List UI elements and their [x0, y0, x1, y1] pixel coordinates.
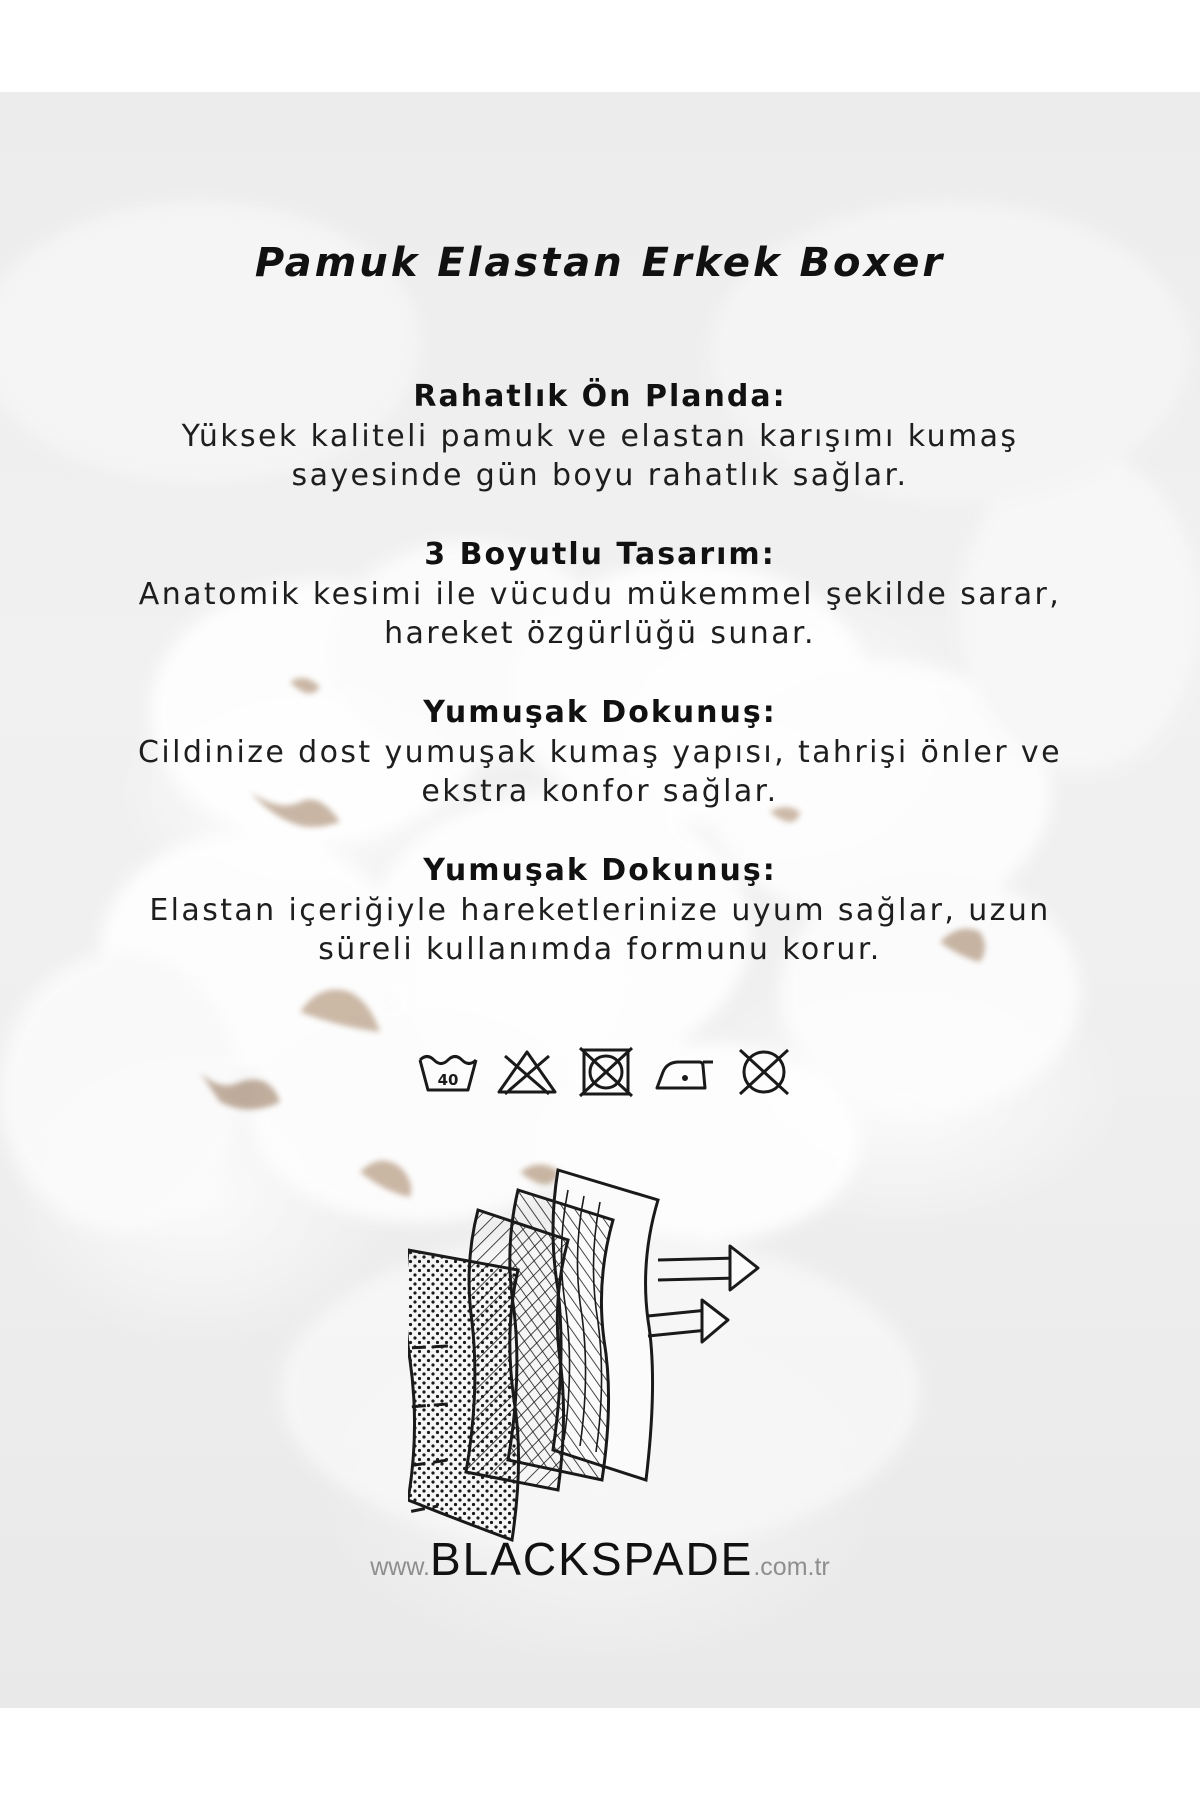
- wash-temperature-label: 40: [437, 1071, 459, 1089]
- feature-item: [100, 851, 1100, 969]
- feature-heading: Yumuşak Dokunuş:: [423, 695, 777, 730]
- feature-description: Anatomik kesimi ile vücudu mükemmel şekilde sarar, hareket özgürlüğü sunar.: [138, 577, 1062, 651]
- feature-item: [100, 535, 1100, 653]
- feature-description: Yüksek kaliteli pamuk ve elastan karışımı kumaş sayesinde gün boyu rahatlık sağlar.: [181, 419, 1019, 493]
- feature-heading: 3 Boyutlu Tasarım:: [424, 537, 776, 572]
- no-dry-clean-icon: [732, 1046, 796, 1098]
- feature-heading: Yumuşak Dokunuş:: [423, 853, 777, 888]
- product-title: Pamuk Elastan Erkek Boxer: [254, 240, 946, 286]
- iron-low-icon: [653, 1046, 717, 1098]
- no-bleach-icon: [495, 1046, 559, 1098]
- feature-item: [100, 693, 1100, 811]
- breathable-fabric-layers-icon: [408, 1160, 796, 1580]
- feature-description: Elastan içeriğiyle hareketlerinize uyum sağlar, uzun süreli kullanımda formunu korur.: [149, 893, 1051, 967]
- no-tumble-dry-icon: [574, 1046, 638, 1098]
- feature-list: [100, 377, 1100, 1009]
- brand-url-suffix: .com.tr: [753, 1553, 830, 1581]
- brand-logo-text: BLACKSPADE: [429, 1533, 754, 1585]
- wash-40-icon: [416, 1046, 480, 1098]
- brand-website[interactable]: [0, 1532, 1200, 1586]
- feature-heading: Rahatlık Ön Planda:: [413, 379, 787, 414]
- feature-description: Cildinize dost yumuşak kumaş yapısı, tahrişi önler ve ekstra konfor sağlar.: [138, 735, 1062, 809]
- care-instructions: [416, 1044, 796, 1100]
- brand-url-prefix: www.: [370, 1553, 430, 1581]
- feature-item: [100, 377, 1100, 495]
- product-info-card: [0, 92, 1200, 1708]
